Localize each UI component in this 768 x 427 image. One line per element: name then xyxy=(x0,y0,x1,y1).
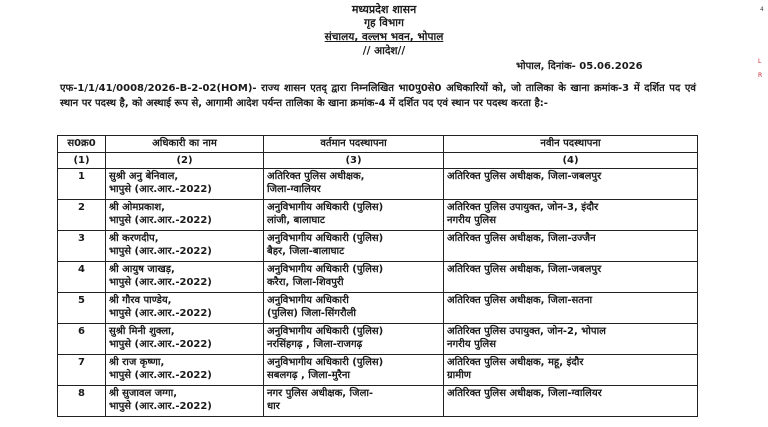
header-current-posting: वर्तमान पदस्थापना xyxy=(264,136,444,153)
new-posting-cell: अतिरिक्त पुलिस अधीक्षक, जिला-जबलपुर xyxy=(444,262,698,293)
header-new-posting: नवीन पदस्थापना xyxy=(444,136,698,153)
current-posting-cell: अतिरिक्त पुलिस अधीक्षक, जिला-ग्वालियर xyxy=(264,169,444,200)
officer-name-cell: श्री गौरव पाण्डेय, भापुसे (आर.आर.-2022) xyxy=(106,293,264,324)
table-row xyxy=(58,231,698,262)
column-number: (1) xyxy=(58,153,106,169)
table-row xyxy=(58,262,698,293)
office-heading: संचालय, वल्लभ भवन, भोपाल xyxy=(324,31,444,43)
header-serial: स0क्र0 xyxy=(58,136,106,153)
table-header-row xyxy=(58,136,698,153)
margin-mark: R xyxy=(758,72,763,79)
new-posting-cell: अतिरिक्त पुलिस उपायुक्त, जोन-3, इंदौर नगरीय पुलिस xyxy=(444,200,698,231)
serial-cell: 5 xyxy=(58,293,106,324)
serial-cell: 8 xyxy=(58,386,106,417)
current-posting-cell: नगर पुलिस अधीक्षक, जिला- धार xyxy=(264,386,444,417)
column-number-row xyxy=(58,153,698,169)
officer-name-cell: श्री सुजावल जग्गा, भापुसे (आर.आर.-2022) xyxy=(106,386,264,417)
new-posting-cell: अतिरिक्त पुलिस अधीक्षक, जिला-जबलपुर xyxy=(444,169,698,200)
new-posting-cell: अतिरिक्त पुलिस अधीक्षक, जिला-उज्जैन xyxy=(444,231,698,262)
margin-mark: 4 xyxy=(760,6,764,13)
current-posting-cell: अनुविभागीय अधिकारी (पुलिस) सबलगढ़ , जिला-मुरैना xyxy=(264,355,444,386)
table-row xyxy=(58,355,698,386)
current-posting-cell: अनुविभागीय अधिकारी (पुलिस) नरसिंहगढ़ , जिला-राजगढ़ xyxy=(264,324,444,355)
officer-name-cell: श्री राज कृष्णा, भापुसे (आर.आर.-2022) xyxy=(106,355,264,386)
posting-table xyxy=(57,135,698,417)
column-number: (4) xyxy=(444,153,698,169)
serial-cell: 1 xyxy=(58,169,106,200)
serial-cell: 4 xyxy=(58,262,106,293)
officer-name-cell: श्री ओमप्रकाश, भापुसे (आर.आर.-2022) xyxy=(106,200,264,231)
current-posting-cell: अनुविभागीय अधिकारी (पुलिस) करैरा, जिला-शिवपुरी xyxy=(264,262,444,293)
table-row xyxy=(58,169,698,200)
new-posting-cell: अतिरिक्त पुलिस अधीक्षक, जिला-ग्वालियर xyxy=(444,386,698,417)
serial-cell: 2 xyxy=(58,200,106,231)
current-posting-cell: अनुविभागीय अधिकारी (पुलिस) बैहर, जिला-बालाघाट xyxy=(264,231,444,262)
new-posting-cell: अतिरिक्त पुलिस अधीक्षक, महू, इंदौर ग्रामीण xyxy=(444,355,698,386)
column-number: (2) xyxy=(106,153,264,169)
serial-cell: 6 xyxy=(58,324,106,355)
new-posting-cell: अतिरिक्त पुलिस उपायुक्त, जोन-2, भोपाल नगरीय पुलिस xyxy=(444,324,698,355)
serial-cell: 7 xyxy=(58,355,106,386)
state-heading: मध्यप्रदेश शासन xyxy=(351,3,417,16)
current-posting-cell: अनुविभागीय अधिकारी (पुलिस) लांजी, बालाघाट xyxy=(264,200,444,231)
officer-name-cell: श्री करणदीप, भापुसे (आर.आर.-2022) xyxy=(106,231,264,262)
table-row xyxy=(58,324,698,355)
officer-name-cell: सुश्री मिनी शुक्ला, भापुसे (आर.आर.-2022) xyxy=(106,324,264,355)
officer-name-cell: श्री आयुष जाखड़, भापुसे (आर.आर.-2022) xyxy=(106,262,264,293)
table-row xyxy=(58,200,698,231)
margin-mark: L xyxy=(758,58,762,65)
table-row xyxy=(58,293,698,324)
intro-paragraph: एफ-1/1/41/0008/2026-B-2-02(HOM)- राज्य शासन एतद् द्वारा निम्नलिखित भा0पु0से0 अधिकारियों को, जो तालिका के खाना क्रमांक-3 में दर्शित पद एवं स्थान पर पदस्थ है, को अस्थाई रूप से, आगामी आदेश पर्यन्त तालिका के खाना क्रमांक-4 में दर्शित पद एवं स्थान पर पदस्थ करता है:- xyxy=(60,83,696,109)
department-heading: गृह विभाग xyxy=(364,17,404,29)
officer-name-cell: सुश्री अनु बेनिवाल, भापुसे (आर.आर.-2022) xyxy=(106,169,264,200)
order-title: // आदेश// xyxy=(362,45,406,57)
serial-cell: 3 xyxy=(58,231,106,262)
date-line: भोपाल, दिनांक- 05.06.2026 xyxy=(516,61,643,72)
current-posting-cell: अनुविभागीय अधिकारी (पुलिस) जिला-सिंगरौली xyxy=(264,293,444,324)
new-posting-cell: अतिरिक्त पुलिस अधीक्षक, जिला-सतना xyxy=(444,293,698,324)
table-row xyxy=(58,386,698,417)
column-number: (3) xyxy=(264,153,444,169)
header-officer-name: अधिकारी का नाम xyxy=(106,136,264,153)
